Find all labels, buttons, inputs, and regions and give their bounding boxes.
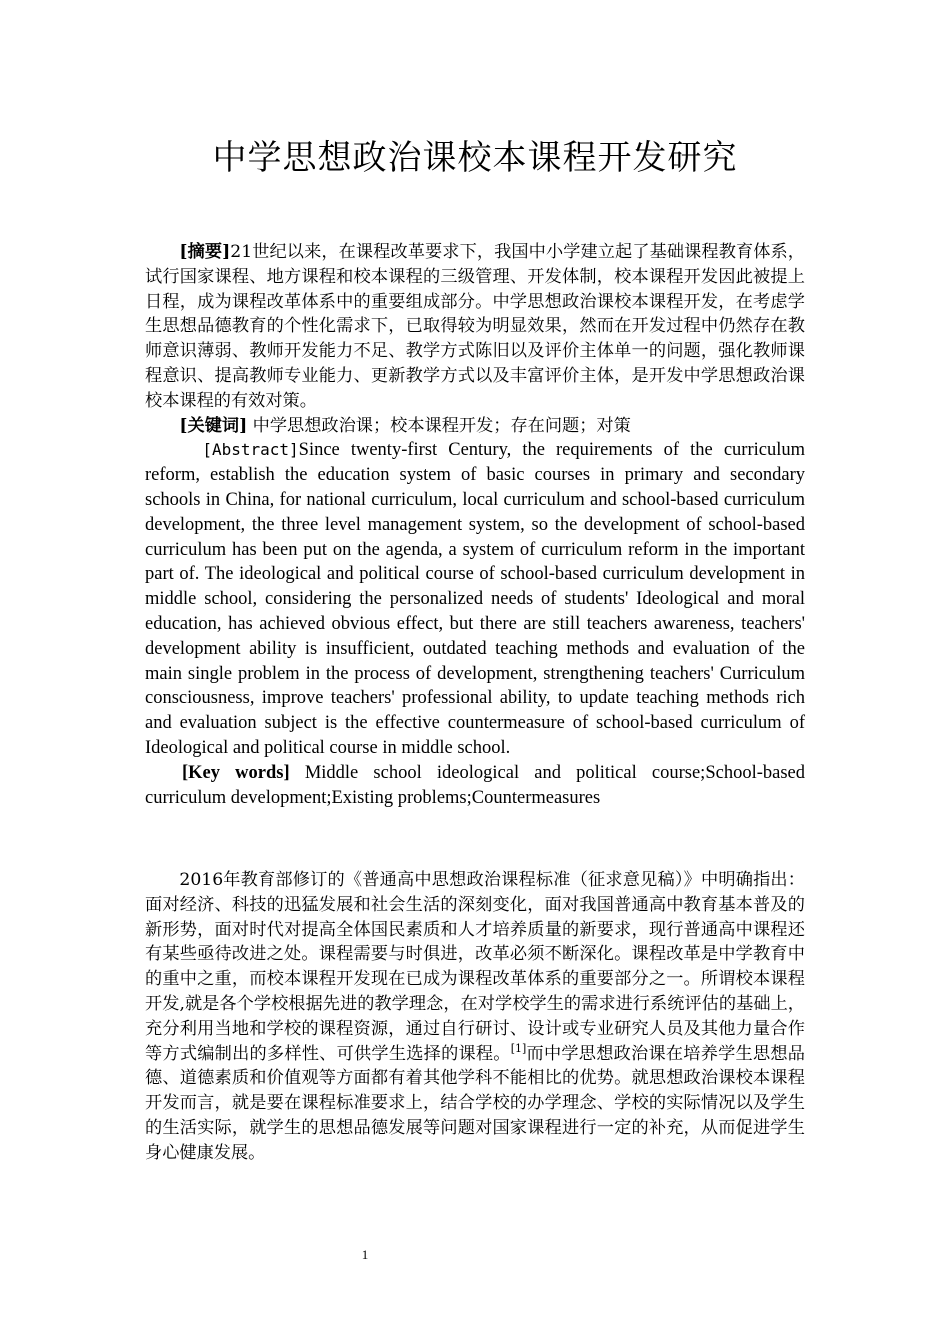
keywords-en-label: [Key words] xyxy=(182,762,290,783)
citation-ref[interactable]: [1] xyxy=(510,1041,527,1055)
abstract-cn-label: [摘要] xyxy=(179,242,231,262)
abstract-en xyxy=(145,438,805,760)
keywords-en xyxy=(145,761,805,811)
abstract-cn xyxy=(145,240,805,414)
intro-section xyxy=(145,868,805,1166)
keywords-en-text: Middle school ideological and political course;School-based curriculum development;Existing problems;Countermeasures xyxy=(145,762,805,808)
abstract-section xyxy=(145,240,805,810)
keywords-cn-text: 中学思想政治课；校本课程开发；存在问题；对策 xyxy=(247,415,631,436)
keywords-cn xyxy=(145,414,805,439)
intro-paragraph xyxy=(145,868,805,1166)
intro-text-after-ref: 而中学思想政治课在培养学生思想品德、道德素质和价值观等方面都有着其他学科不能相比的优势。就思想政治课校本课程开发而言，就是要在课程标准要求上，结合学校的办学理念、学校的实际情况以及学生的生活实际，就学生的思想品德发展等问题对国家课程进行一定的补充，从而促进学生身心健康发展。 xyxy=(145,1043,805,1163)
intro-text-before-ref: 2016年教育部修订的《普通高中思想政治课程标准（征求意见稿）》中明确指出：面对经济、科技的迅猛发展和社会生活的深刻变化，面对我国普通高中教育基本普及的新形势，面对时代对提高全体国民素质和人才培养质量的新要求，现行普通高中课程还有某些亟待改进之处。课程需要与时俱进，改革必须不断深化。课程改革是中学教育中的重中之重，而校本课程开发现在已成为课程改革体系的重要部分之一。所谓校本课程开发,就是各个学校根据先进的教学理念，在对学校学生的需求进行系统评估的基础上，充分利用当地和学校的课程资源，通过自行研讨、设计或专业研究人员及其他力量合作等方式编制出的多样性、可供学生选择的课程。 xyxy=(145,870,805,1064)
abstract-en-text: Since twenty-first Century, the requirements of the curriculum reform, establish the education system of basic courses in primary and secondary schools in China, for national curriculum, local curriculum and school-based curriculum development, the three level management system, so the development of school-based curriculum has been put on the agenda, a system of curriculum reform in the important part of. The ideological and political course of school-based curriculum development in middle school, considering the personalized needs of students' Ideological and moral education, has achieved obvious effect, but there are still teachers awareness, teachers' development ability is insufficient, outdated teaching methods and evaluation of the main single problem in the process of development, strengthening teachers' Curriculum consciousness, improve teachers' professional ability, to update teaching methods rich and evaluation subject is the effective countermeasure of school-based curriculum of Ideological and political course in middle school. xyxy=(145,440,805,758)
keywords-cn-label: [关键词] xyxy=(179,415,248,436)
abstract-en-label: [Abstract] xyxy=(202,440,299,460)
page-title: 中学思想政治课校本课程开发研究 xyxy=(212,138,738,178)
abstract-cn-text: 21世纪以来，在课程改革要求下，我国中小学建立起了基础课程教育体系，试行国家课程、地方课程和校本课程的三级管理、开发体制，校本课程开发因此被提上日程，成为课程改革体系中的重要组成部分。中学思想政治课校本课程开发，在考虑学生思想品德教育的个性化需求下，已取得较为明显效果，然而在开发过程中仍然存在教师意识薄弱、教师开发能力不足、教学方式陈旧以及评价主体单一的问题，强化教师课程意识、提高教师专业能力、更新教学方式以及丰富评价主体，是开发中学思想政治课校本课程的有效对策。 xyxy=(145,242,805,411)
page-number: 1 xyxy=(361,1247,369,1262)
